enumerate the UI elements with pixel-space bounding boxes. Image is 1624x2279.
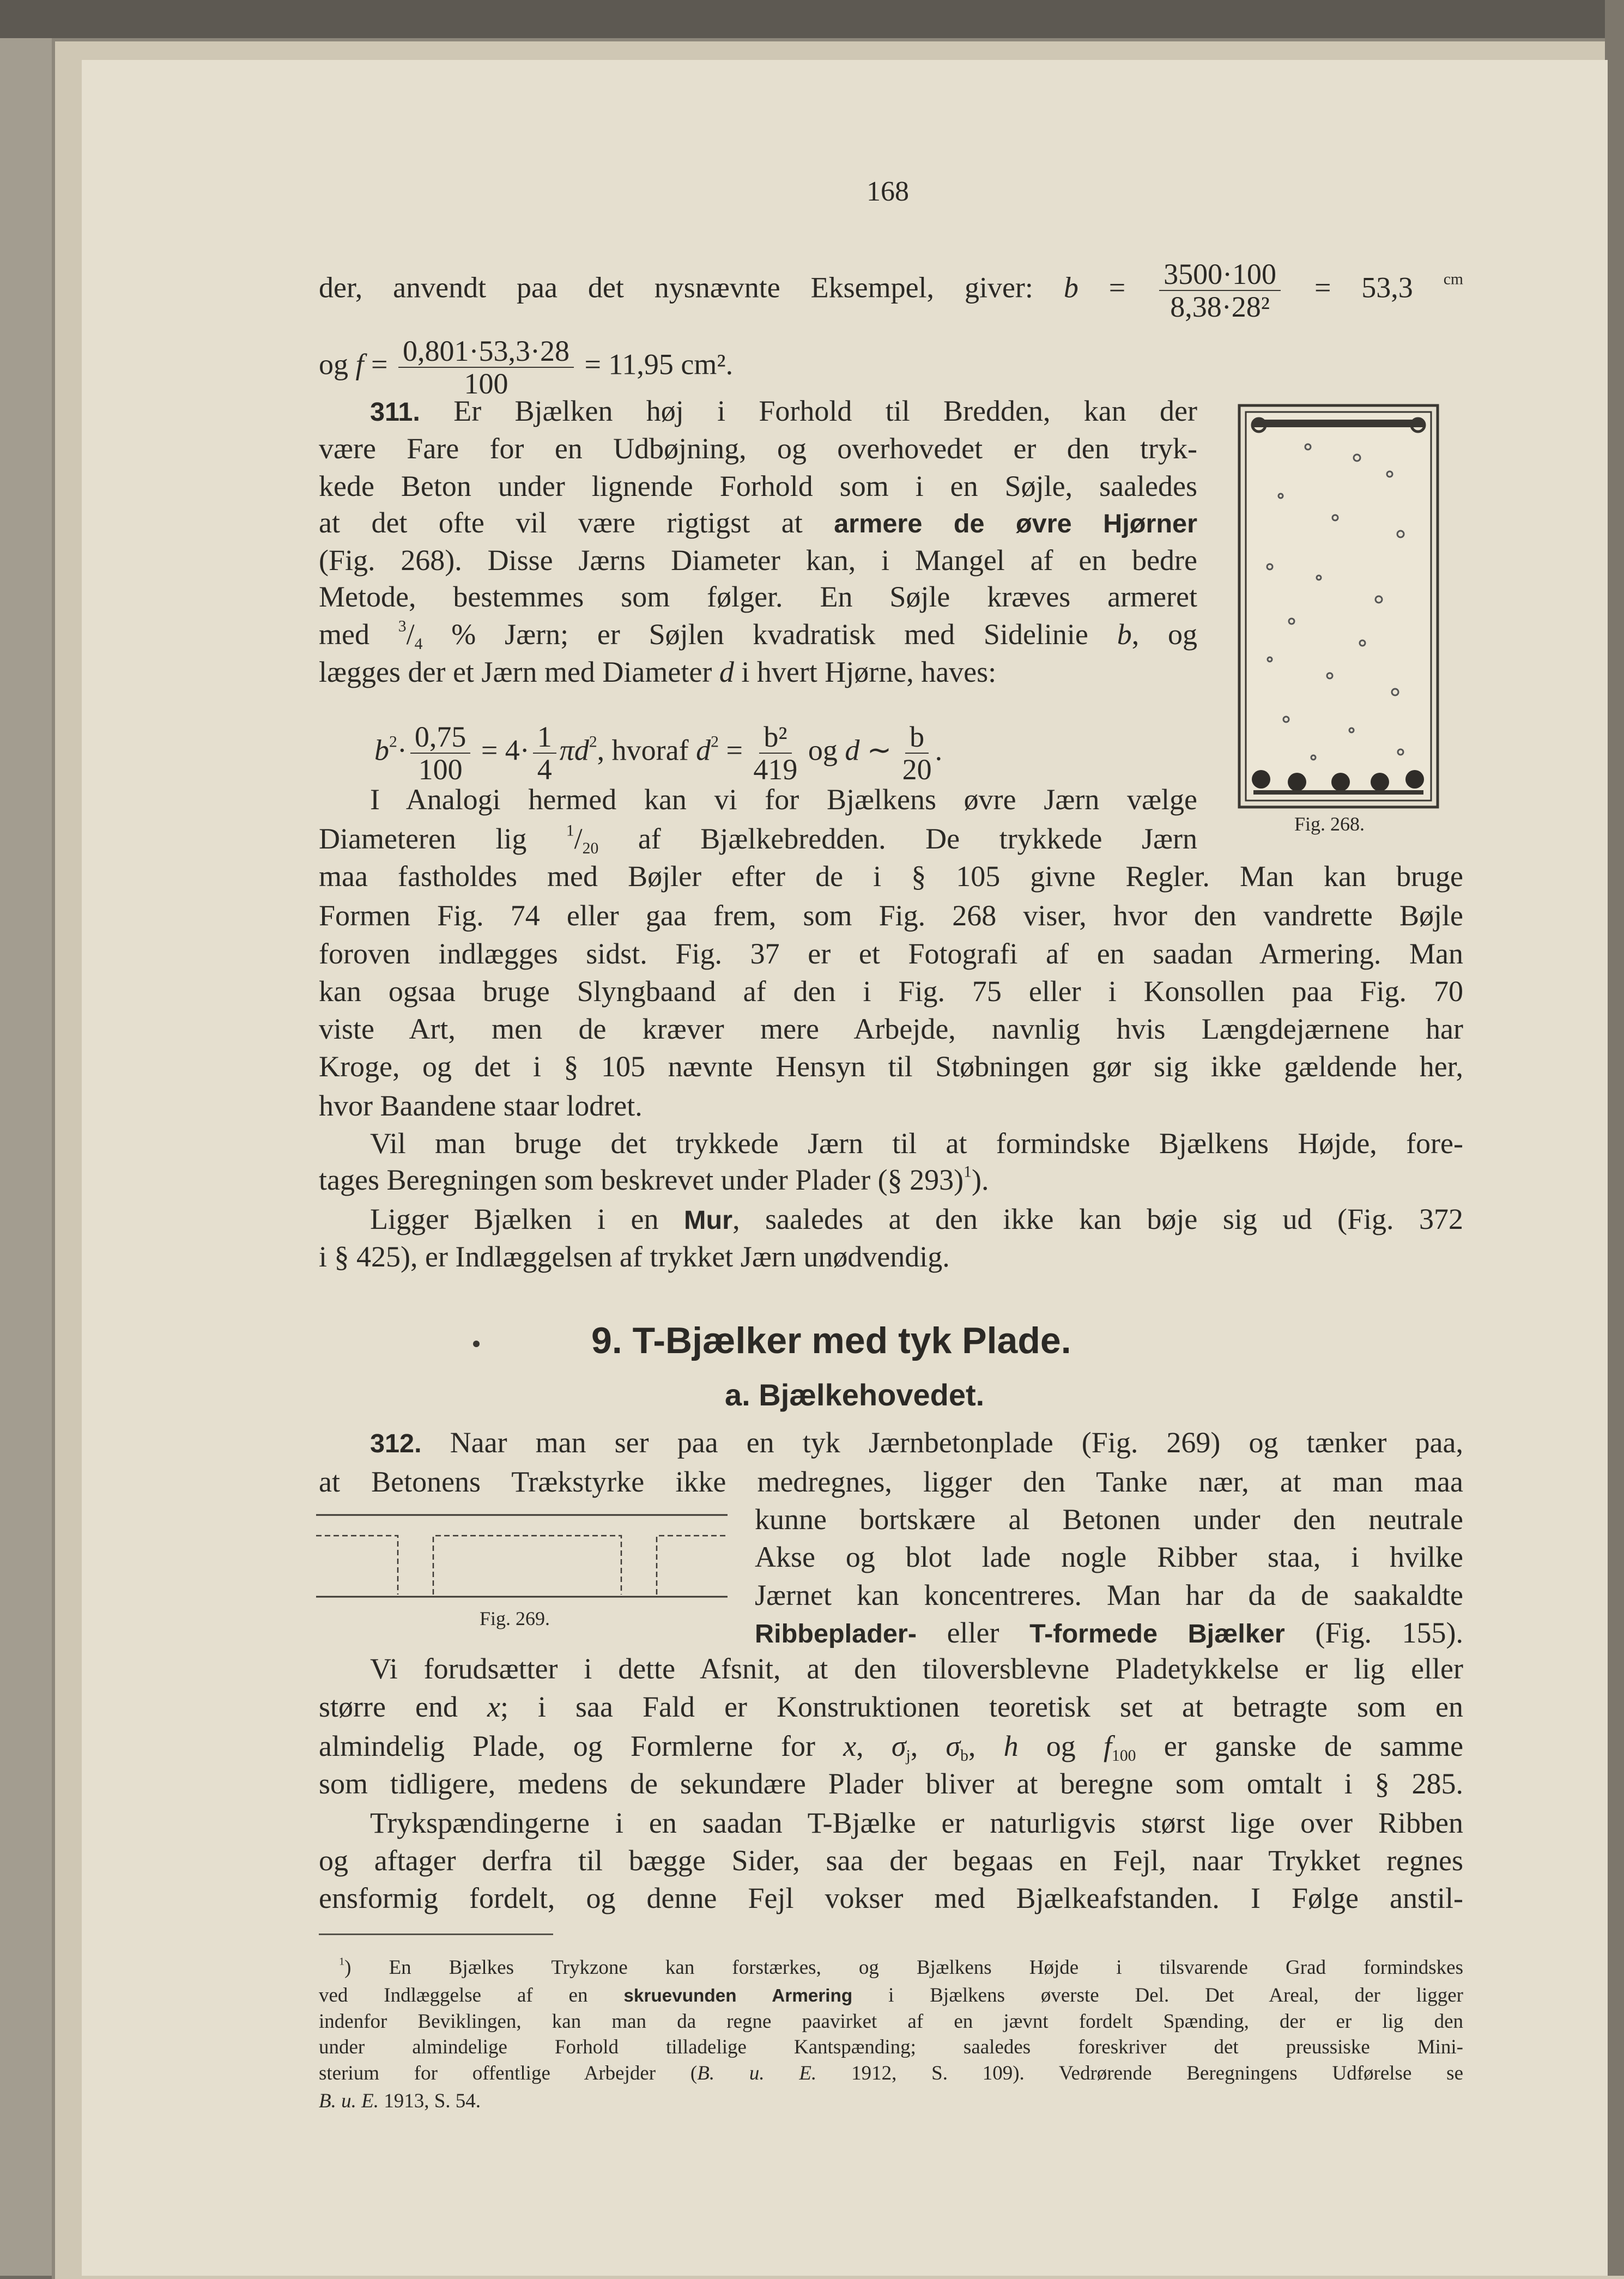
text-run: viste Art, men de kræver mere Arbejde, navnlig hvis Længdejærnene har xyxy=(319,1013,1463,1045)
book-edge-left xyxy=(0,0,52,2276)
text-run: og aftager derfra til bægge Sider, saa der begaas en Fejl, naar Trykket regnes xyxy=(319,1844,1463,1877)
text-run: er ganske de samme xyxy=(1136,1730,1464,1762)
bold-text: armere de øvre Hjørner xyxy=(834,509,1197,538)
text-run: , hvoraf xyxy=(597,734,696,767)
text-run: ; i saa Fald er Konstruktionen teoretisk set at betragte som en xyxy=(500,1690,1464,1723)
fraction-denominator: 8,38·28² xyxy=(1170,290,1270,323)
text-run: I Analogi hermed kan vi for Bjælkens øvre Jærn vælge xyxy=(370,783,1197,816)
text-run: og xyxy=(801,734,845,767)
text-run: og xyxy=(1018,1730,1104,1762)
italic-text: b xyxy=(1117,618,1132,651)
footnote-line xyxy=(319,2088,1463,2114)
text-line xyxy=(319,1010,1463,1048)
text-run: = xyxy=(1078,271,1156,304)
figure-268-caption: Fig. 268. xyxy=(1294,813,1365,835)
text-line xyxy=(319,429,1197,468)
text-run: / xyxy=(574,822,583,855)
fraction-numerator: 1 xyxy=(533,721,556,754)
text-run: i Bjælkens øverste Del. Det Areal, der ligger xyxy=(852,1984,1463,2007)
italic-text: b xyxy=(374,734,389,767)
text-line xyxy=(374,720,1519,786)
text-run: ∼ xyxy=(859,734,899,767)
text-run: 1913, S. 54. xyxy=(378,2090,481,2112)
text-line xyxy=(319,578,1197,616)
bold-text: Mur xyxy=(683,1205,733,1235)
text-run: at det ofte vil være rigtigst at xyxy=(319,506,834,539)
superscript: 3 xyxy=(398,617,407,635)
fraction-numerator: 0,801·53,3·28 xyxy=(398,335,574,368)
text-run: kan ogsaa bruge Slyngbaand af den i Fig. 75 eller i Konsollen paa Fig. 70 xyxy=(319,975,1463,1008)
italic-text: σ xyxy=(946,1730,961,1762)
fraction-denominator: 20 xyxy=(902,753,932,786)
text-line xyxy=(319,653,1197,691)
fraction-numerator: b² xyxy=(759,721,791,754)
superscript: cm xyxy=(1443,270,1463,288)
superscript: 2 xyxy=(389,733,397,751)
text-line xyxy=(319,972,1463,1010)
figure-269-caption: Fig. 269. xyxy=(480,1608,550,1629)
text-line xyxy=(755,1500,1463,1538)
text-run: foroven indlægges sidst. Fig. 37 er et Fotografi af en saadan Armering. Man xyxy=(319,937,1463,970)
italic-text: b xyxy=(1063,271,1078,304)
fraction-denominator: 419 xyxy=(753,753,798,786)
text-run: der, anvendt paa det nysnævnte Eksempel, giver: xyxy=(319,271,1064,304)
italic-text: f xyxy=(1103,1730,1112,1762)
text-run: være Fare for en Udbøjning, og overhovedet er den tryk- xyxy=(319,432,1197,465)
bold-text: 312. xyxy=(370,1429,422,1458)
fraction xyxy=(753,721,797,785)
text-run: ) En Bjælkes Trykzone kan forstærkes, og Bjælkens Højde i tilsvarende Grad formindskes xyxy=(344,1956,1463,1979)
italic-text: d xyxy=(696,734,711,767)
text-line xyxy=(319,896,1463,935)
text-run: Jærnet kan koncentreres. Man har da de saakaldte xyxy=(755,1579,1463,1611)
text-run: som tidligere, medens de sekundære Plader bliver at beregne som omtalt i § 285. xyxy=(319,1767,1463,1800)
text-line xyxy=(370,392,1197,430)
text-line xyxy=(370,780,1197,819)
text-run: kunne bortskære al Betonen under den neutrale xyxy=(755,1503,1463,1536)
text-run: , xyxy=(856,1730,892,1762)
text-line xyxy=(319,1879,1463,1917)
text-run: med xyxy=(319,618,398,651)
text-run: sterium for offentlige Arbejder ( xyxy=(319,2062,698,2084)
text-line xyxy=(370,1650,1463,1688)
bold-text: 311. xyxy=(370,397,420,427)
bullet-mark xyxy=(473,1341,480,1347)
text-run: eller xyxy=(917,1616,1030,1649)
text-run: , xyxy=(968,1730,1004,1762)
text-run: almindelig Plade, og Formlerne for xyxy=(319,1730,844,1762)
text-run: under almindelige Forhold tilladelige Kantspænding; saaledes foreskriver det preussiske Mini- xyxy=(319,2036,1463,2058)
figure-269-ribbed-slab xyxy=(316,1510,730,1602)
subscript: 100 xyxy=(1111,1747,1136,1765)
text-line xyxy=(755,1538,1463,1576)
italic-text: h xyxy=(1003,1730,1019,1762)
subscript: b xyxy=(960,1747,968,1765)
superscript: 2 xyxy=(589,733,597,751)
footnote-line xyxy=(319,2060,1463,2087)
text-run: / xyxy=(406,618,415,651)
fraction-numerator: b xyxy=(905,721,929,754)
italic-text: x xyxy=(487,1690,500,1723)
text-line xyxy=(319,1238,1463,1276)
text-run: Diameteren lig xyxy=(319,822,566,855)
text-line xyxy=(319,615,1197,653)
fraction-numerator: 3500·100 xyxy=(1159,258,1281,291)
text-line xyxy=(755,1614,1463,1652)
fraction xyxy=(398,335,574,399)
text-line xyxy=(319,1463,1463,1501)
text-run: = 53,3 xyxy=(1284,271,1444,304)
text-run: , xyxy=(910,1730,946,1762)
text-line xyxy=(755,1576,1463,1614)
text-line xyxy=(319,935,1463,973)
text-run: . xyxy=(935,734,943,767)
text-line xyxy=(319,258,1463,323)
text-line xyxy=(319,1727,1463,1765)
text-run: ved Indlæggelse af en xyxy=(319,1984,624,2007)
text-run: ensformig fordelt, og denne Fejl vokser med Bjælkeafstanden. I Følge anstil- xyxy=(319,1882,1463,1914)
text-line xyxy=(319,1841,1463,1880)
italic-text: f xyxy=(355,348,364,381)
text-line xyxy=(319,857,1463,895)
text-run: Kroge, og det i § 105 nævnte Hensyn til Støbningen gør sig ikke gældende her, xyxy=(319,1050,1463,1083)
fraction-numerator: 0,75 xyxy=(410,721,471,754)
bold-text: Ribbeplader- xyxy=(755,1619,917,1648)
text-line xyxy=(319,1688,1463,1726)
text-run: ). xyxy=(972,1163,989,1196)
italic-text: d xyxy=(845,734,860,767)
text-line xyxy=(319,1765,1463,1803)
text-run: Ligger Bjælken i en xyxy=(370,1203,684,1235)
text-run: indenfor Beviklingen, kan man da regne paavirket af en jævnt fordelt Spænding, der er lig den xyxy=(319,2010,1463,2033)
footnote-rule xyxy=(319,1933,553,1935)
text-line xyxy=(319,1047,1463,1086)
text-run: af Bjælkebredden. De trykkede Jærn xyxy=(598,822,1197,855)
text-line xyxy=(319,504,1197,542)
fraction xyxy=(902,721,932,785)
footnote-line xyxy=(319,2009,1463,2035)
text-run: (Fig. 268). Disse Jærns Diameter kan, i Mangel af en bedre xyxy=(319,544,1197,577)
text-run: Akse og blot lade nogle Ribber staa, i hvilke xyxy=(755,1541,1463,1573)
footnote-line xyxy=(319,2034,1463,2060)
text-run: Er Bjælken høj i Forhold til Bredden, kan der xyxy=(420,395,1197,427)
page-number: 168 xyxy=(866,176,909,207)
text-run: · xyxy=(397,734,407,767)
superscript: 2 xyxy=(711,733,719,751)
fraction-denominator: 4 xyxy=(537,753,552,786)
italic-text: B. u. E. xyxy=(319,2090,379,2112)
text-line xyxy=(319,1087,1463,1125)
bold-text: T-formede Bjælker xyxy=(1029,1619,1285,1648)
text-run: Trykspændingerne i en saadan T-Bjælke er naturligvis størst lige over Ribben xyxy=(370,1807,1463,1839)
text-run: i § 425), er Indlæggelsen af trykket Jærn unødvendig. xyxy=(319,1240,950,1273)
text-run: tages Beregningen som beskrevet under Plader (§ 293) xyxy=(319,1163,964,1196)
text-run: Formen Fig. 74 eller gaa frem, som Fig. 268 viser, hvor den vandrette Bøjle xyxy=(319,899,1463,932)
text-run: % Jærn; er Søjlen kvadratisk med Sidelinie xyxy=(422,618,1117,651)
subscript: 4 xyxy=(414,635,423,653)
text-line xyxy=(319,541,1197,579)
fraction xyxy=(533,721,556,785)
italic-text: d xyxy=(719,656,734,688)
text-run: Vi forudsætter i dette Afsnit, at den tiloversblevne Pladetykkelse er lig eller xyxy=(370,1652,1463,1685)
text-line xyxy=(319,335,1463,400)
text-line xyxy=(370,1124,1463,1162)
text-run: , og xyxy=(1131,618,1197,651)
text-run: = 4· xyxy=(474,734,530,767)
subscript: 20 xyxy=(582,839,599,857)
italic-text: x xyxy=(843,1730,857,1762)
text-line xyxy=(319,467,1197,505)
italic-text: B. u. E. xyxy=(697,2062,817,2084)
text-run: 1912, S. 109). Vedrørende Beregningens Udførelse se xyxy=(816,2062,1463,2084)
italic-text: σ xyxy=(891,1730,906,1762)
text-run: = 11,95 cm². xyxy=(577,348,734,381)
text-line xyxy=(319,1161,1463,1199)
section-heading: 9. T-Bjælker med tyk Plade. xyxy=(591,1320,1071,1361)
text-run: Naar man ser paa en tyk Jærnbetonplade (Fig. 269) og tænker paa, xyxy=(421,1426,1463,1459)
text-run: og xyxy=(319,348,356,381)
text-run: i hvert Hjørne, haves: xyxy=(734,656,997,688)
text-run: større end xyxy=(319,1690,487,1723)
footnote-line xyxy=(339,1955,1463,1981)
text-run: Metode, bestemmes som følger. En Søjle kræves armeret xyxy=(319,580,1197,613)
book-edge-right xyxy=(1605,0,1624,2276)
text-run: lægges der et Jærn med Diameter xyxy=(319,656,719,688)
text-run: (Fig. 155). xyxy=(1284,1616,1463,1649)
text-run: hvor Baandene staar lodret. xyxy=(319,1089,643,1122)
superscript: 1 xyxy=(964,1163,972,1181)
text-line xyxy=(319,820,1197,858)
text-run: = xyxy=(718,734,750,767)
footnote-line xyxy=(319,1983,1463,2009)
text-line xyxy=(370,1423,1463,1462)
text-run: at Betonens Trækstyrke ikke medregnes, ligger den Tanke nær, at man maa xyxy=(319,1465,1463,1498)
text-run: = xyxy=(363,348,395,381)
book-edge-top xyxy=(0,0,1624,38)
fraction-denominator: 100 xyxy=(418,753,463,786)
text-run: , saaledes at den ikke kan bøje sig ud (Fig. 372 xyxy=(732,1203,1463,1235)
bold-text: skruevunden Armering xyxy=(623,1986,853,2006)
subsection-heading: a. Bjælkehovedet. xyxy=(725,1378,985,1412)
text-run: maa fastholdes med Bøjler efter de i § 105 givne Regler. Man kan bruge xyxy=(319,860,1463,893)
fraction xyxy=(410,721,471,785)
fraction xyxy=(1159,258,1281,323)
superscript: 1 xyxy=(339,1955,345,1968)
superscript: 1 xyxy=(566,822,574,840)
italic-text: πd xyxy=(559,734,589,767)
subscript: j xyxy=(906,1747,911,1765)
text-line xyxy=(370,1200,1463,1238)
text-run: kede Beton under lignende Forhold som i en Søjle, saaledes xyxy=(319,470,1197,502)
fraction-denominator: 100 xyxy=(464,367,508,400)
text-line xyxy=(370,1804,1463,1842)
text-run: Vil man bruge det trykkede Jærn til at formindske Bjælkens Højde, fore- xyxy=(370,1127,1463,1160)
